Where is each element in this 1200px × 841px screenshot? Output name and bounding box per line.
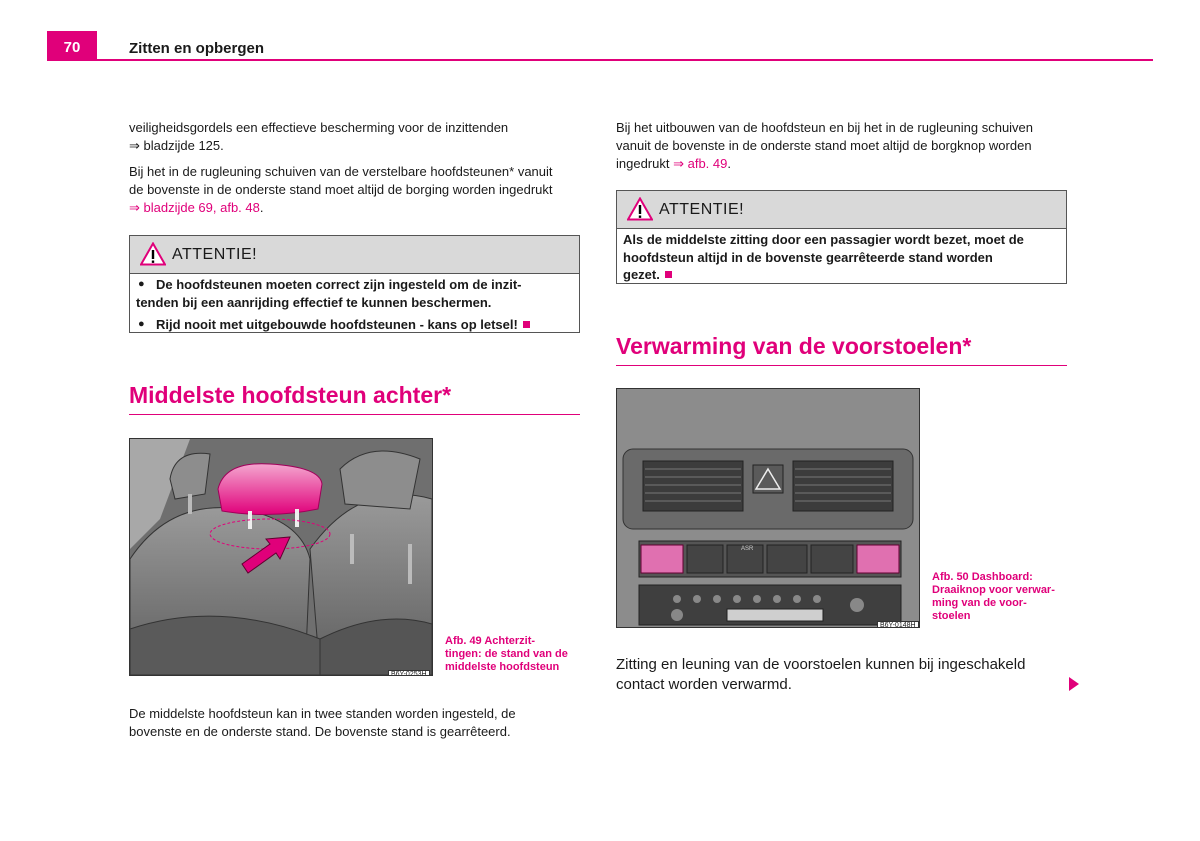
text-segment: gezet. (623, 267, 660, 282)
figure-code: B6Y-0253H (388, 670, 430, 676)
cross-reference-link[interactable]: ⇒ bladzijde 69, afb. 48 (129, 200, 260, 215)
warning-header (617, 191, 1066, 229)
warning-bullet-1 (136, 276, 573, 294)
text-line (129, 137, 589, 155)
heading-rule (129, 414, 580, 415)
arrow-icon: ⇒ (129, 138, 140, 153)
left-section-heading (129, 382, 580, 415)
text-line: bovenste en de onderste stand. De bovenste stand is gearrêteerd. (129, 724, 511, 739)
text-line: vanuit de bovenste in de onderste stand moet altijd de borgknop worden (616, 138, 1032, 153)
figure-code-box (388, 663, 430, 676)
text-line: De middelste hoofdsteun kan in twee standen worden ingesteld, de (129, 706, 516, 721)
page-number: 70 (47, 31, 97, 61)
figure-49-caption (445, 635, 585, 674)
warning-body (130, 274, 579, 340)
continue-arrow-icon (1069, 677, 1079, 691)
warning-header (130, 236, 579, 274)
caption-line: ming van de voor- (932, 597, 1027, 609)
warning-triangle-icon (627, 197, 653, 221)
page-reference: bladzijde 125. (139, 138, 224, 153)
text-punct: . (259, 200, 264, 215)
text-line: De hoofdsteunen moeten correct zijn ingesteld om de inzit- (156, 277, 522, 292)
right-section-heading (616, 333, 1067, 366)
figure-50-caption (932, 571, 1082, 623)
caption-line: Afb. 49 Achterzit- (445, 635, 536, 647)
text-line: tenden bij een aanrijding effectief te kunnen beschermen. (136, 294, 492, 310)
text-line: Als de middelste zitting door een passagier wordt bezet, moet de (623, 232, 1024, 247)
figure-dashboard (616, 388, 920, 628)
asr-button-label: ASR (741, 546, 754, 552)
figure-rear-seat (129, 438, 433, 676)
text-line: veiligheidsgordels een effectieve bescherming voor de inzittenden (129, 120, 509, 135)
left-paragraph-1 (129, 119, 589, 155)
warning-bullet-2 (136, 316, 573, 334)
rear-seat-illustration (130, 439, 432, 675)
heading-rule (616, 365, 1067, 366)
section-heading: Verwarming van de voorstoelen* (616, 333, 972, 359)
warning-box-left (129, 235, 580, 333)
warning-title: ATTENTIE! (659, 201, 745, 218)
end-marker-icon (523, 321, 530, 328)
text-line: Zitting en leuning van de voorstoelen kunnen bij ingeschakeld (616, 656, 1026, 673)
caption-line: Draaiknop voor verwar- (932, 584, 1055, 596)
figure-code-box (877, 614, 919, 628)
right-paragraph-2 (616, 655, 1076, 695)
warning-box-right (616, 190, 1067, 284)
left-paragraph-3 (129, 705, 589, 741)
dashboard-illustration (617, 389, 919, 627)
text-line: Rijd nooit met uitgebouwde hoofdsteunen - kans op letsel! (156, 317, 518, 332)
caption-line: middelste hoofdsteun (445, 661, 560, 673)
right-paragraph-1 (616, 119, 1086, 173)
warning-title: ATTENTIE! (172, 246, 258, 263)
left-paragraph-2 (129, 163, 589, 217)
text-line: hoofdsteun altijd in de bovenste gearrêteerde stand worden (623, 249, 993, 265)
text-punct: . (727, 156, 731, 171)
cross-reference-link[interactable]: ⇒ afb. 49 (673, 156, 728, 171)
chapter-title: Zitten en opbergen (129, 40, 264, 57)
text-line: Bij het in de rugleuning schuiven van de verstelbare hoofdsteunen* vanuit (129, 164, 553, 179)
text-line (129, 199, 589, 217)
warning-triangle-icon (140, 242, 166, 266)
end-marker-icon (665, 271, 672, 278)
figure-code: B6Y-0148H (877, 621, 919, 628)
header-rule (47, 59, 1153, 61)
caption-line: stoelen (932, 610, 971, 622)
text-line: Bij het uitbouwen van de hoofdsteun en bij het in de rugleuning schuiven (616, 120, 1034, 135)
warning-body (617, 229, 1066, 290)
caption-line: Afb. 50 Dashboard: (932, 571, 1033, 583)
caption-line: tingen: de stand van de (445, 648, 568, 660)
text-line: de bovenste in de onderste stand moet altijd de borging worden ingedrukt (129, 182, 553, 197)
text-segment: ingedrukt (616, 156, 674, 171)
section-heading: Middelste hoofdsteun achter* (129, 382, 452, 408)
text-line: contact worden verwarmd. (616, 676, 792, 693)
text-line (616, 155, 1086, 173)
text-line (623, 266, 1060, 284)
